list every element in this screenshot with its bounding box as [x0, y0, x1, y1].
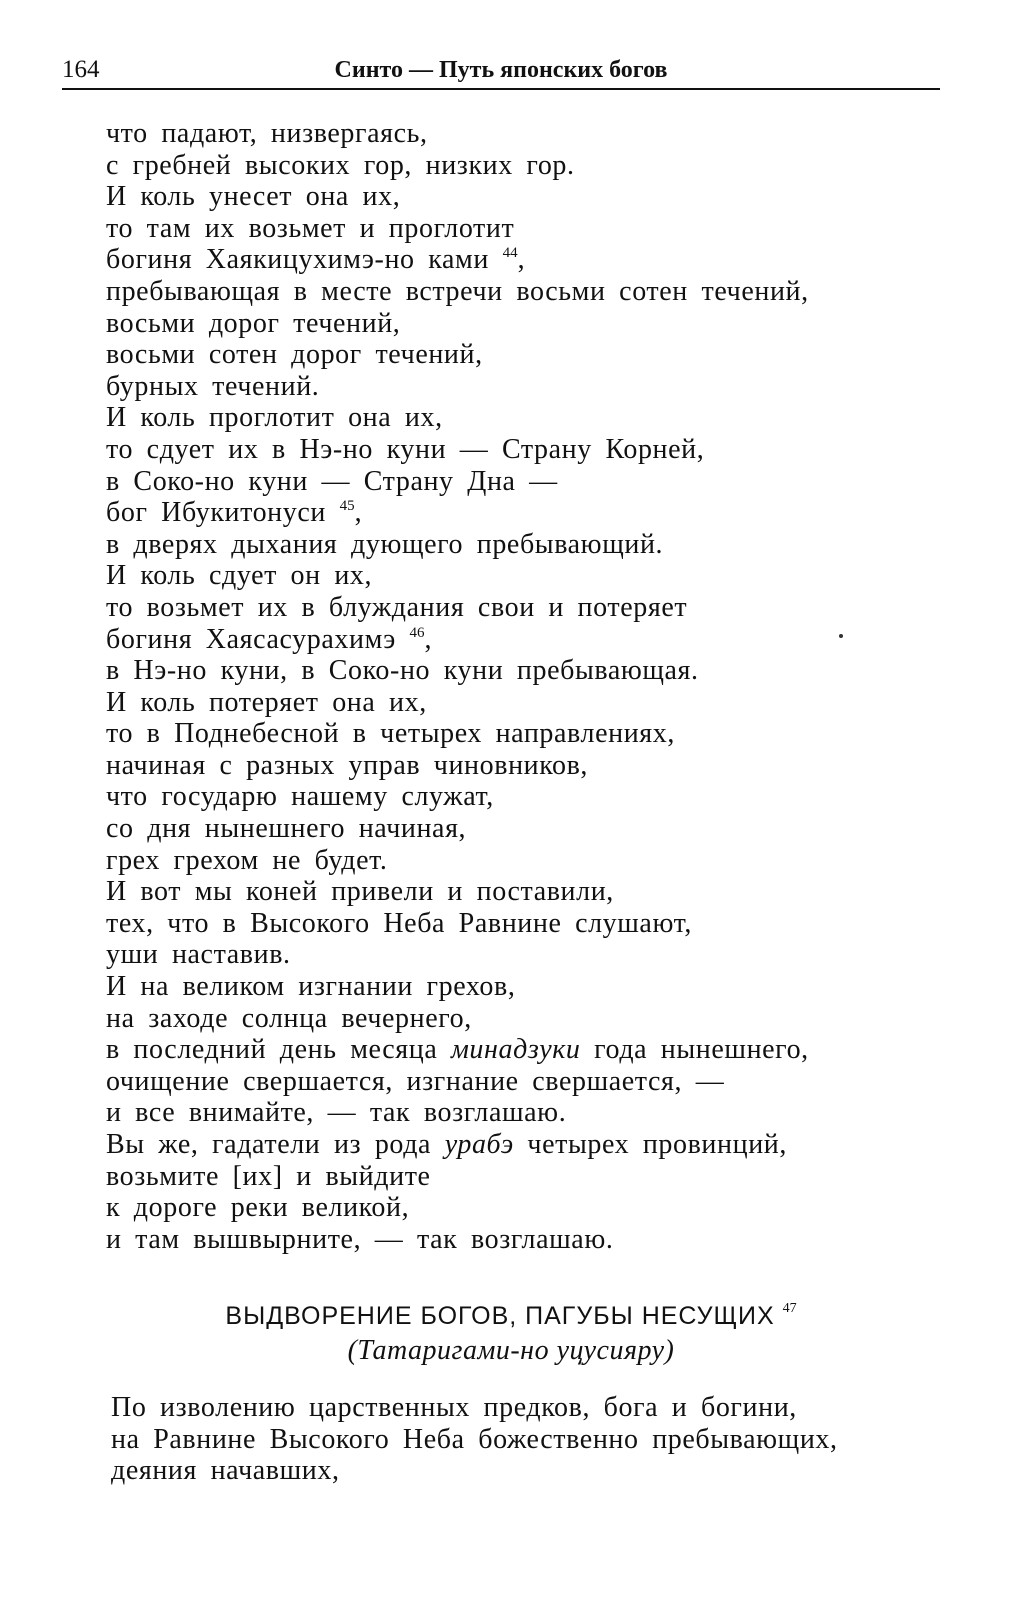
verse-line: [106, 876, 946, 908]
verse-line: [106, 213, 946, 245]
verse-line-text: возьмите [их] и выйдите: [106, 1160, 431, 1192]
prose-block: [111, 1392, 941, 1487]
verse-line: [106, 1129, 946, 1161]
verse-line-text: в дверях дыхания дующего пребывающий.: [106, 528, 664, 560]
verse-line: [106, 939, 946, 971]
verse-line-tail: года нынешнего,: [580, 1034, 809, 1066]
verse-line: [106, 1003, 946, 1035]
verse-line: [106, 560, 946, 592]
footnote-ref: 47: [782, 1301, 797, 1316]
verse-line-text: то в Поднебесной в четырех направлениях,: [106, 718, 675, 750]
verse-line: [106, 1161, 946, 1193]
verse-line: [106, 181, 946, 213]
verse-line: [106, 466, 946, 498]
verse-line-tail: ,: [354, 497, 363, 529]
verse-line: [106, 244, 946, 276]
print-speck: [839, 634, 843, 638]
footnote-ref: 45: [339, 498, 355, 515]
verse-line: [106, 845, 946, 877]
verse-line: [106, 750, 946, 782]
section-subtitle: (Татаригами-но уцусияру): [347, 1335, 675, 1366]
verse-line-text: то сдует их в Нэ-но куни — Страну Корней,: [106, 433, 705, 465]
verse-line-text: что государю нашему служат,: [106, 781, 494, 813]
verse-line-text: восьми дорог течений,: [106, 307, 401, 339]
verse-line-text: начиная с разных управ чиновников,: [106, 749, 589, 781]
verse-line-tail: четырех провинций,: [513, 1129, 787, 1160]
verse-line-text: к дороге реки великой,: [106, 1192, 410, 1224]
verse-line-text: то там их возьмет и проглотит: [106, 212, 515, 244]
verse-line-text: И коль потеряет она их,: [106, 686, 427, 718]
verse-line: [106, 1224, 946, 1256]
italic-term: минадзуки: [450, 1034, 581, 1066]
verse-line-text: с гребней высоких гор, низких гор.: [106, 149, 575, 181]
verse-line: [106, 434, 946, 466]
verse-line-tail: ,: [517, 244, 526, 276]
prose-line: на Равнине Высокого Неба божественно пребывающих,: [111, 1423, 838, 1455]
verse-line-text: И коль унесет она их,: [106, 181, 401, 213]
verse-line-text: то возьмет их в блуждания свои и потеряет: [106, 591, 688, 623]
verse-line-text: богиня Хаякицухимэ-но ками: [106, 244, 489, 276]
verse-line-text: и все внимайте, — так возглашаю.: [106, 1097, 567, 1129]
verse-line: [106, 718, 946, 750]
prose-line: деяния начавших,: [111, 1455, 340, 1487]
verse-line-text: уши наставив.: [106, 939, 291, 971]
verse-line-text: грех грехом не будет.: [106, 844, 388, 876]
verse-line: [106, 813, 946, 845]
verse-line: [106, 908, 946, 940]
verse-line-text: восьми сотен дорог течений,: [106, 339, 483, 371]
verse-line-text: и там вышвырните, — так возглашаю.: [106, 1223, 614, 1255]
verse-line: [106, 687, 946, 719]
book-title: Синто — Путь японских богов: [334, 57, 668, 83]
verse-line: [106, 781, 946, 813]
verse-line-text: в Соко-но куни — Страну Дна —: [106, 465, 558, 497]
verse-line-text: очищение свершается, изгнание свершается, —: [106, 1065, 725, 1097]
verse-line-text: И коль сдует он их,: [106, 560, 373, 592]
verse-line-text: бог Ибукитонуси: [106, 497, 326, 529]
verse-line-text: И коль проглотит она их,: [106, 402, 443, 434]
footnote-ref: 44: [502, 245, 518, 262]
verse-line: [106, 276, 946, 308]
verse-line: [106, 655, 946, 687]
verse-line-text: пребывающая в месте встречи восьми сотен течений,: [106, 275, 809, 307]
verse-line: [106, 402, 946, 434]
verse-line: [106, 971, 946, 1003]
verse-line: [106, 371, 946, 403]
footnote-ref: 46: [409, 624, 425, 641]
verse-line-text: Вы же, гадатели из рода: [106, 1129, 445, 1160]
page-number: 164: [62, 56, 100, 83]
verse-line: [106, 529, 946, 561]
verse-line: [106, 118, 946, 150]
verse-line-text: в Нэ-но куни, в Соко-но куни пребывающая.: [106, 655, 699, 687]
verse-line: [106, 497, 946, 529]
verse-line-text: тех, что в Высокого Неба Равнине слушают,: [106, 907, 692, 939]
verse-line-tail: ,: [424, 623, 433, 655]
verse-line: [106, 1034, 946, 1066]
verse-line: [106, 339, 946, 371]
verse-line-text: И вот мы коней привели и поставили,: [106, 876, 614, 908]
verse-line-text: со дня нынешнего начиная,: [106, 813, 467, 845]
verse-line: [106, 592, 946, 624]
verse-line: [106, 1097, 946, 1129]
verse-line: [106, 624, 946, 656]
verse-line: [106, 308, 946, 340]
verse-line-text: что падают, низвергаясь,: [106, 118, 428, 149]
verse-line-text: в последний день месяца: [106, 1034, 451, 1066]
italic-term: урабэ: [444, 1129, 514, 1160]
verse-line: [106, 1066, 946, 1098]
section-heading-text: ВЫДВОРЕНИЕ БОГОВ, ПАГУБЫ НЕСУЩИХ: [225, 1302, 775, 1330]
verse-block: [106, 118, 946, 1255]
running-header: [62, 54, 940, 90]
verse-line-text: И на великом изгнании грехов,: [106, 971, 516, 1003]
verse-line-text: богиня Хаясасурахимэ: [106, 623, 396, 655]
verse-line: [106, 150, 946, 182]
prose-line: По изволению царственных предков, бога и богини,: [111, 1392, 797, 1423]
verse-line-text: бурных течений.: [106, 370, 320, 402]
verse-line: [106, 1192, 946, 1224]
section-heading: [0, 1300, 1022, 1332]
verse-line-text: на заходе солнца вечернего,: [106, 1002, 472, 1034]
